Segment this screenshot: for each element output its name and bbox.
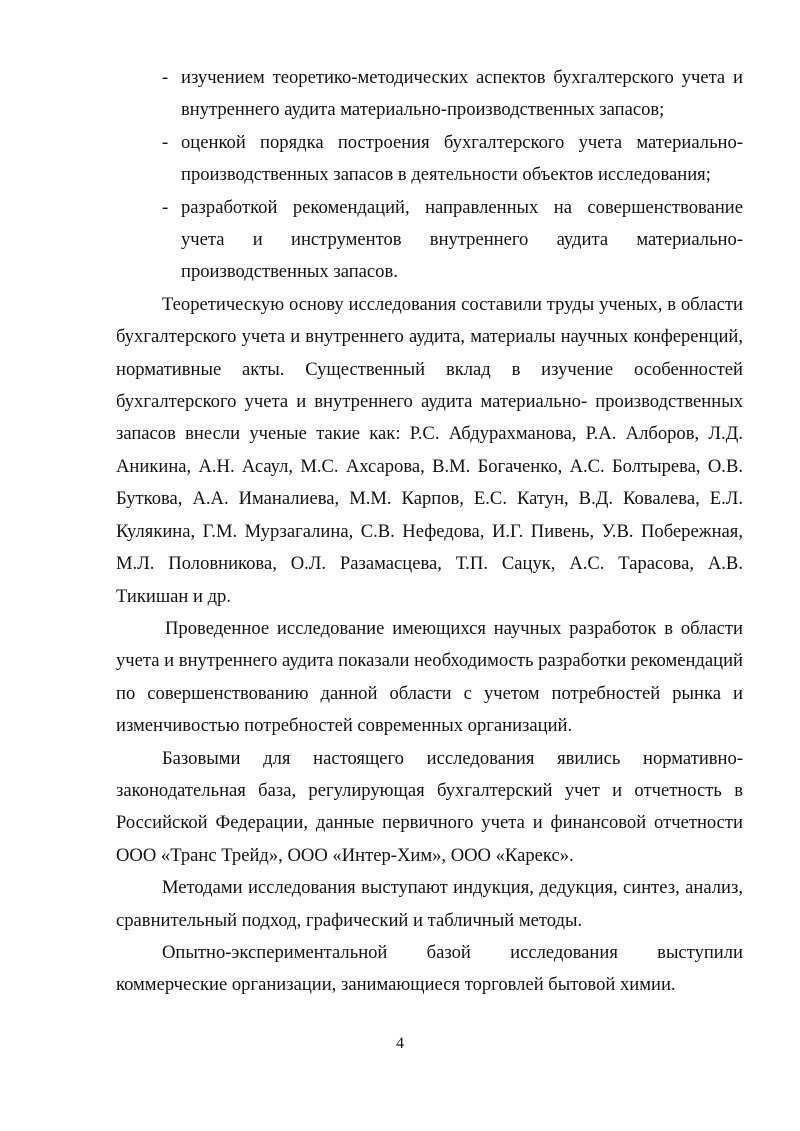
objectives-list <box>116 62 743 289</box>
list-item-text: разработкой рекомендаций, направленных на совершенствование учета и инструментов внутреннего аудита материально-производственных запасов. <box>181 196 743 283</box>
list-item <box>116 62 743 127</box>
paragraph-research-review: Проведенное исследование имеющихся научных разработок в области учета и внутреннего аудита показали необходимость разработки рекомендаций по совершенствованию данной области с учетом потребностей рынка и изменчивостью потребностей современных организаций. <box>116 617 743 737</box>
list-item-text: оценкой порядка построения бухгалтерского учета материально-производственных запасов в деятельности объектов исследования; <box>181 131 743 186</box>
bullet-dash: - <box>162 196 169 218</box>
document-body <box>116 62 743 1002</box>
bullet-dash: - <box>162 67 169 88</box>
list-item <box>116 127 743 192</box>
page-number: 4 <box>396 1035 404 1052</box>
paragraph-base: Базовыми для настоящего исследования явились нормативно-законодательная база, регулирующая бухгалтерский учет и отчетность в Российской Федерации, данные первичного учета и финансовой отчетности ООО «Транс Трейд», ООО «Интер-Хим», ООО «Карекс». <box>116 747 743 866</box>
list-item <box>116 192 743 289</box>
list-item-text: изучением теоретико-методических аспектов бухгалтерского учета и внутреннего аудита материально-производственных запасов; <box>181 67 743 121</box>
bullet-dash: - <box>162 131 169 153</box>
paragraph-theoretical-basis: Теоретическую основу исследования составили труды ученых, в области бухгалтерского учета и внутреннего аудита, материалы научных конференций, нормативные акты. Существенный вклад в изучение особенностей бухгалтерского учета и внутреннего аудита материально- производственных запасов внесли ученые такие как: Р.С. Абдурахманова, Р.А. Алборов, Л.Д. Аникина, А.Н. Асаул, М.С. Ахсарова, В.М. Богаченко, А.С. Болтырева, О.В. Буткова, А.А. Иманалиева, М.М. Карпов, Е.С. Катун, В.Д. Ковалева, Е.Л. Кулякина, Г.М. Мурзагалина, С.В. Нефедова, И.Г. Пивень, У.В. Побережная, М.Л. Половникова, О.Л. Разамасцева, Т.П. Сацук, А.С. Тарасова, А.В. Тикишан и др. <box>116 293 743 607</box>
paragraph-methods: Методами исследования выступают индукция, дедукция, синтез, анализ, сравнительный подход, графический и табличный методы. <box>116 877 743 931</box>
paragraph-experimental-base: Опытно-экспериментальной базой исследования выступили коммерческие организации, занимающиеся торговлей бытовой химии. <box>116 941 743 996</box>
